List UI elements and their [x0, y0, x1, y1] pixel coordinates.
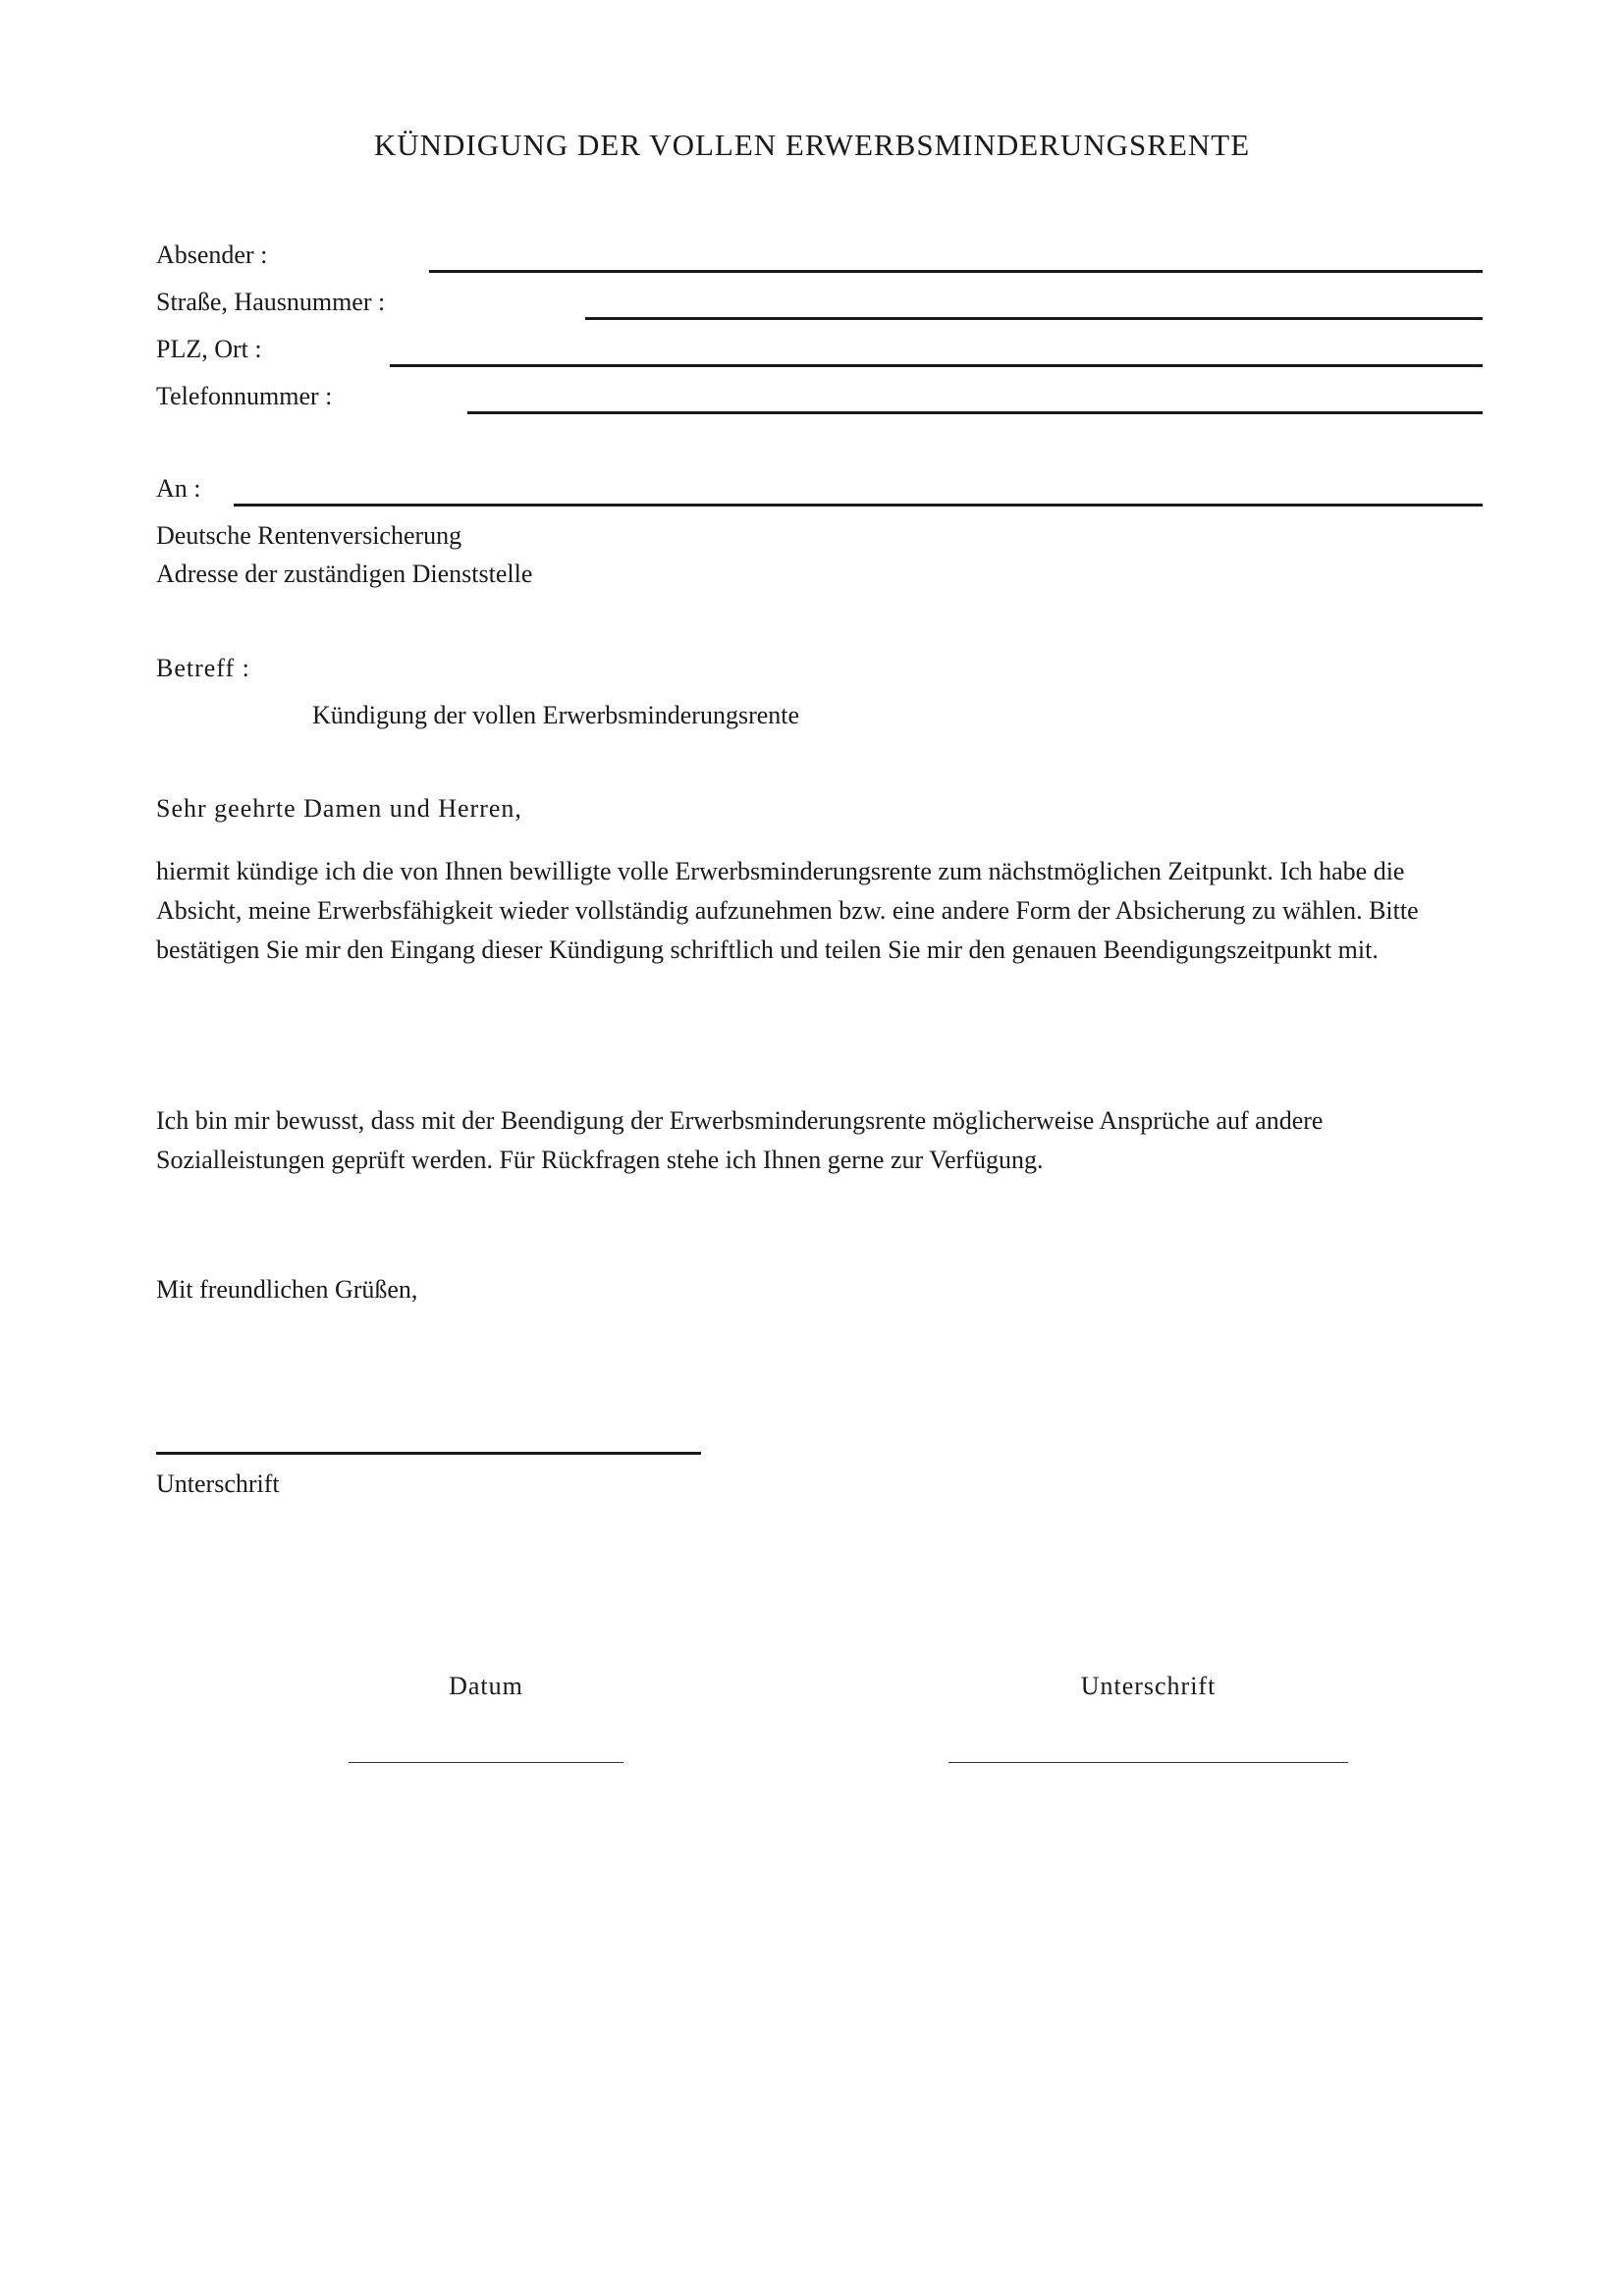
recipient-line-2: Adresse der zuständigen Dienststelle — [156, 560, 533, 588]
street-input-line[interactable] — [585, 317, 1483, 320]
signature-label: Unterschrift — [156, 1469, 280, 1498]
phone-label: Telefonnummer : — [156, 382, 333, 410]
footer-date-label: Datum — [449, 1672, 523, 1700]
footer-signature-label: Unterschrift — [1080, 1672, 1217, 1700]
document-title: KÜNDIGUNG DER VOLLEN ERWERBSMINDERUNGSRENTE — [373, 128, 1251, 162]
footer-date-line[interactable] — [349, 1762, 623, 1763]
recipient-input-line[interactable] — [234, 504, 1483, 507]
body-paragraph-1: hiermit kündige ich die von Ihnen bewilligte volle Erwerbsminderungsrente zum nächstmöglichen Zeitpunkt. Ich habe die Absicht, meine Erwerbsfähigkeit wieder vollständig aufzunehmen bzw. eine andere Form der Absicherung zu wählen. Bitte bestätigen Sie mir den Eingang dieser Kündigung schriftlich und teilen Sie mir den genauen Beendigungszeitpunkt mit. — [156, 857, 1419, 964]
subject-text: Kündigung der vollen Erwerbsminderungsrente — [312, 701, 800, 729]
recipient-label: An : — [156, 474, 201, 503]
subject-label: Betreff : — [156, 654, 250, 682]
signature-line[interactable] — [156, 1452, 701, 1455]
zip-city-input-line[interactable] — [390, 364, 1483, 367]
sender-input-line[interactable] — [429, 270, 1483, 273]
salutation: Sehr geehrte Damen und Herren, — [156, 794, 522, 823]
footer-signature-line[interactable] — [948, 1762, 1348, 1763]
street-label: Straße, Hausnummer : — [156, 288, 386, 316]
phone-input-line[interactable] — [467, 411, 1483, 414]
sender-label: Absender : — [156, 240, 268, 269]
body-paragraph-2: Ich bin mir bewusst, dass mit der Beendigung der Erwerbsminderungsrente möglicherweise Ansprüche auf andere Sozialleistungen geprüft werden. Für Rückfragen stehe ich Ihnen gerne zur Verfügung. — [156, 1106, 1324, 1174]
recipient-line-1: Deutsche Rentenversicherung — [156, 521, 462, 550]
zip-city-label: PLZ, Ort : — [156, 335, 262, 363]
closing: Mit freundlichen Grüßen, — [156, 1275, 418, 1304]
